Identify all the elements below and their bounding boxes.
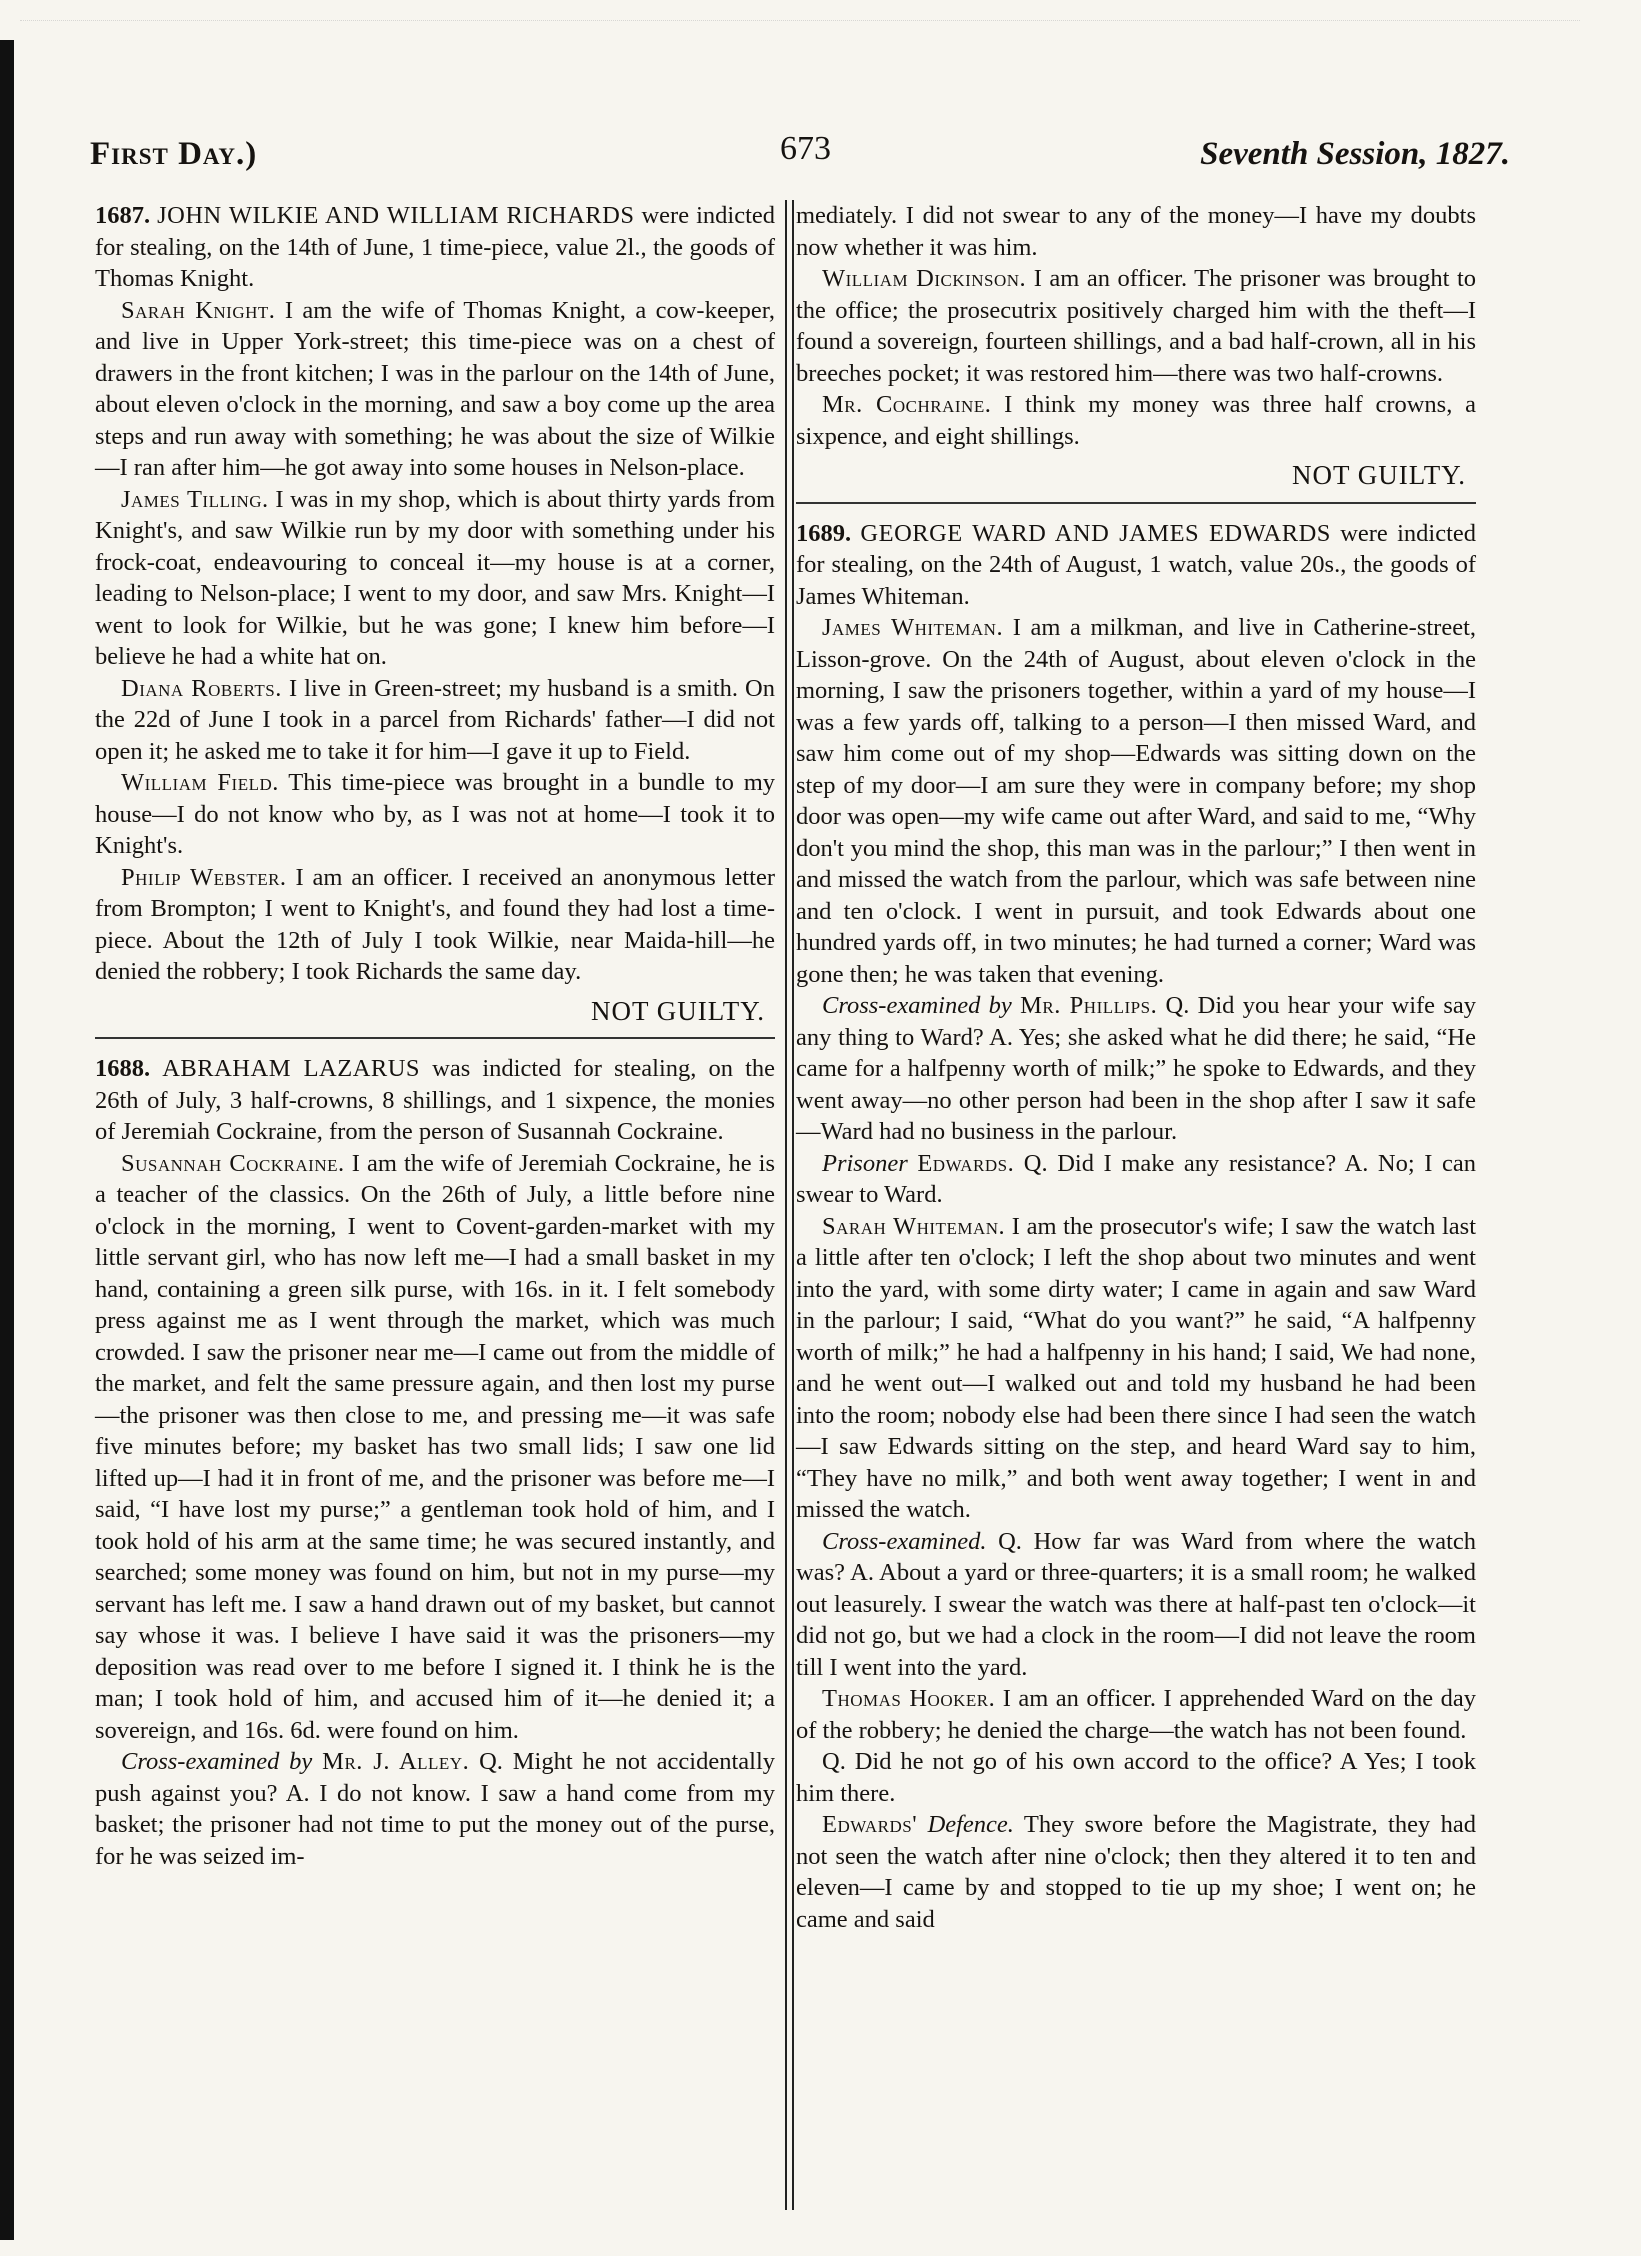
indictment-text: were indicted for stealing, on the 14th of June, 1 time-piece, value 2l., the goods of Thomas Knight. [95,202,775,292]
examiner-name: Mr. J. Alley. [322,1748,470,1775]
page-binding-edge [0,40,14,2240]
defendant-name: Edwards' [822,1811,918,1838]
examiner-name: Edwards. [917,1149,1015,1177]
case-entry [796,518,1476,613]
testimony [796,1683,1476,1746]
cross-text: Q. Might he not accidentally push against you? A. I do not know. I saw a hand come from my basket; the prisoner had not time to put the money out of the purse, for he was seized im- [95,1748,775,1870]
page-header [90,128,1510,188]
testimony-text: I am a milkman, and live in Catherine-street, Lisson-grove. On the 24th of August, about eleven o'clock in the morning, I saw the prisoners together, within a yard of my house—I was a few yards off, talking to a person—I then missed Ward, and saw him come out of my shop—Edwards was sitting down on the step of my door—I am sure they were in company before; my shop door was open—my wife came out after Ward, and said to me, “Why don't you mind the shop, this man was in the parlour;” I then went in and missed the watch from the parlour, which was safe between nine and ten o'clock. I went in pursuit, and took Edwards about one hundred yards off, in two minutes; he had turned a corner; Ward was gone then; he was taken that evening. [796,614,1477,988]
testimony-text: I am the prosecutor's wife; I saw the watch last a little after ten o'clock; I left the shop about two minutes and went into the yard, with some dirty water; I came in again and saw Ward in the parlour; I said, “What do you want?” he said, “A halfpenny worth of milk;” he had a halfpenny in his hand; I said, We had none, and he went out—I walked out and told my husband he had been into the room; nobody else had been there since I had seen the watch—I saw Edwards sitting on the step, and heard Ward say to him, “They have no milk,” and both went away together; I went in and missed the watch. [796,1212,1477,1523]
case-number: 1689. [796,519,852,547]
header-day: First Day.) [90,136,258,172]
testimony [95,295,775,484]
testimony [796,263,1476,389]
testimony [95,862,775,988]
testimony-text: I am an officer. I received an anonymous letter from Brompton; I went to Knight's, and found they had lost a time-piece. About the 12th of July I took Wilkie, near Maida-hill—he denied the robbery; I took Richards the same day. [95,863,776,985]
verdict: NOT GUILTY. [1291,460,1466,490]
defendant-names: JOHN WILKIE AND WILLIAM RICHARDS [157,202,635,229]
cross-examination [796,990,1476,1148]
testimony [95,673,775,768]
witness-name: Mr. Cochraine. [822,391,992,418]
testimony-text: I think my money was three half crowns, a sixpence, and eight shillings. [796,391,1477,450]
testimony-text: This time-piece was brought in a bundle to my house—I do not know who by, as I was not at home—I took it to Knight's. [95,769,775,859]
witness-name: James Whiteman. [822,614,1004,641]
witness-name: Philip Webster. [121,863,287,891]
paragraph-text: Q. Did he not go of his own accord to the office? A Yes; I took him there. [796,1748,1476,1807]
testimony-text: I am the wife of Thomas Knight, a cow-keeper, and live in Upper York-street; this time-piece was on a chest of drawers in the front kitchen; I was in the parlour on the 14th of June, about eleven o'clock in the morning, and saw a boy come up the area steps and run away with something; he was about the size of Wilkie—I ran after him—he got away into some houses in Nelson-place. [95,296,775,481]
cross-prefix: Prisoner [822,1149,908,1177]
cross-examination [95,1746,775,1872]
defence-text: They swore before the Magistrate, they had not seen the watch after nine o'clock; then they altered it to ten and eleven—I came by and stopped to tie up my shoe; I went on; he came and said [796,1811,1476,1933]
defence-label: Defence. [927,1811,1014,1838]
witness-name: Sarah Knight. [121,296,276,324]
testimony-text: I am an officer. I apprehended Ward on the day of the robbery; he denied the charge—the watch has not been found. [796,1685,1477,1744]
indictment-text: were indicted for stealing, on the 24th of August, 1 watch, value 20s., the goods of James Whiteman. [796,519,1476,610]
witness-name: Diana Roberts. [121,674,282,702]
testimony-text: I was in my shop, which is about thirty yards from Knight's, and saw Wilkie run by my door with something under his frock-coat, endeavouring to conceal it—my house is at a corner, leading to Nelson-place; I went to my door, and saw Mrs. Knight—I went to look for Wilkie, but he was gone; I knew him before—I believe he had a white hat on. [95,485,776,670]
testimony [95,1148,775,1747]
verdict: NOT GUILTY. [590,995,765,1026]
section-rule [796,502,1476,504]
witness-name: William Dickinson. [822,265,1027,292]
defendant-names: GEORGE WARD AND JAMES EDWARDS [860,519,1331,547]
testimony-text: I am an officer. The prisoner was brought to the office; the prosecutrix positively charged him with the theft—I found a sovereign, fourteen shillings, and a bad half-crown, all in his breeches pocket; it was restored him—there was two half-crowns. [796,265,1476,387]
cross-prefix: Cross-examined. [822,1527,987,1555]
cross-text: Q. Did you hear your wife say any thing to Ward? A. Yes; she asked what he did there; he said, “He came for a halfpenny worth of milk;” he spoke to Edwards, and they went away—no other person had been in the shop after I saw it safe—Ward had no business in the parlour. [796,992,1477,1145]
testimony [796,389,1476,452]
left-column [95,200,775,1872]
witness-name: James Tilling. [121,485,269,513]
case-entry [95,1053,775,1148]
testimony-text: I live in Green-street; my husband is a smith. On the 22d of June I took in a parcel from Richards' father—I did not open it; he asked me to take it for him—I gave it up to Field. [95,674,776,765]
examiner-name: Mr. Phillips. [1020,992,1158,1019]
case-entry [95,200,775,295]
cross-examination [796,1148,1476,1211]
witness-name: Sarah Whiteman. [822,1212,1006,1240]
witness-name: Susannah Cockraine. [121,1149,345,1177]
indictment-text: was indicted for stealing, on the 26th of July, 3 half-crowns, 8 shillings, and 1 sixpence, the monies of Jeremiah Cockraine, from the person of Susannah Cockraine. [95,1055,776,1145]
defendant-names: ABRAHAM LAZARUS [162,1055,421,1082]
paragraph [796,1746,1476,1809]
page-number: 673 [780,130,831,167]
defence [796,1809,1476,1935]
section-rule [95,1037,775,1039]
cross-prefix: Cross-examined by [121,1748,313,1775]
witness-name: William Field. [121,769,279,796]
paragraph [796,200,1476,263]
testimony-text: I am the wife of Jeremiah Cockraine, he is a teacher of the classics. On the 26th of July, a little before nine o'clock in the morning, I went to Covent-garden-market with my little servant girl, who has now left me—I had a small basket in my hand, containing a green silk purse, with 16s. in it. I felt somebody press against me as I went through the market, which was much crowded. I saw the prisoner near me—I came out from the middle of the market, and felt the same pressure again, and then lost my purse—the prisoner was then close to me, and pressing me—it was safe five minutes before; my basket has two small lids; I saw one lid lifted up—I had it in front of me, and the prisoner was before me—I said, “I have lost my purse;” a gentleman took hold of him, and I took hold of his arm at the same time; he was secured instantly, and searched; some money was found on him, but not in my purse—my servant has left me. I saw a hand drawn out of my basket, but cannot say whose it was. I believe I have said it was the prisoners—my deposition was read over to me before I signed it. I think he is the man; I took hold of him, and accused him of it—he denied it; a sovereign, and 16s. 6d. were found on him. [95,1149,775,1744]
scan-noise [20,20,1580,61]
cross-examination [796,1526,1476,1684]
witness-name: Thomas Hooker. [822,1685,996,1712]
cross-text: Q. How far was Ward from where the watch was? A. About a yard or three-quarters; it is a small room; he walked out leasurely. I swear the watch was there at half-past ten o'clock—it did not go, but we had a clock in the room—I did not leave the room till I went into the yard. [796,1527,1477,1681]
cross-text: Q. Did I make any resistance? A. No; I can swear to Ward. [796,1149,1476,1208]
header-session: Seventh Session, 1827. [1200,136,1510,172]
case-number: 1687. [95,202,151,229]
cross-prefix: Cross-examined by [822,992,1012,1019]
testimony [95,767,775,862]
testimony [95,484,775,673]
paragraph-text: mediately. I did not swear to any of the money—I have my doubts now whether it was him. [796,202,1476,261]
right-column [796,200,1476,1935]
testimony [796,1211,1476,1526]
case-number: 1688. [95,1055,151,1082]
column-divider [785,200,794,2210]
testimony [796,612,1476,990]
